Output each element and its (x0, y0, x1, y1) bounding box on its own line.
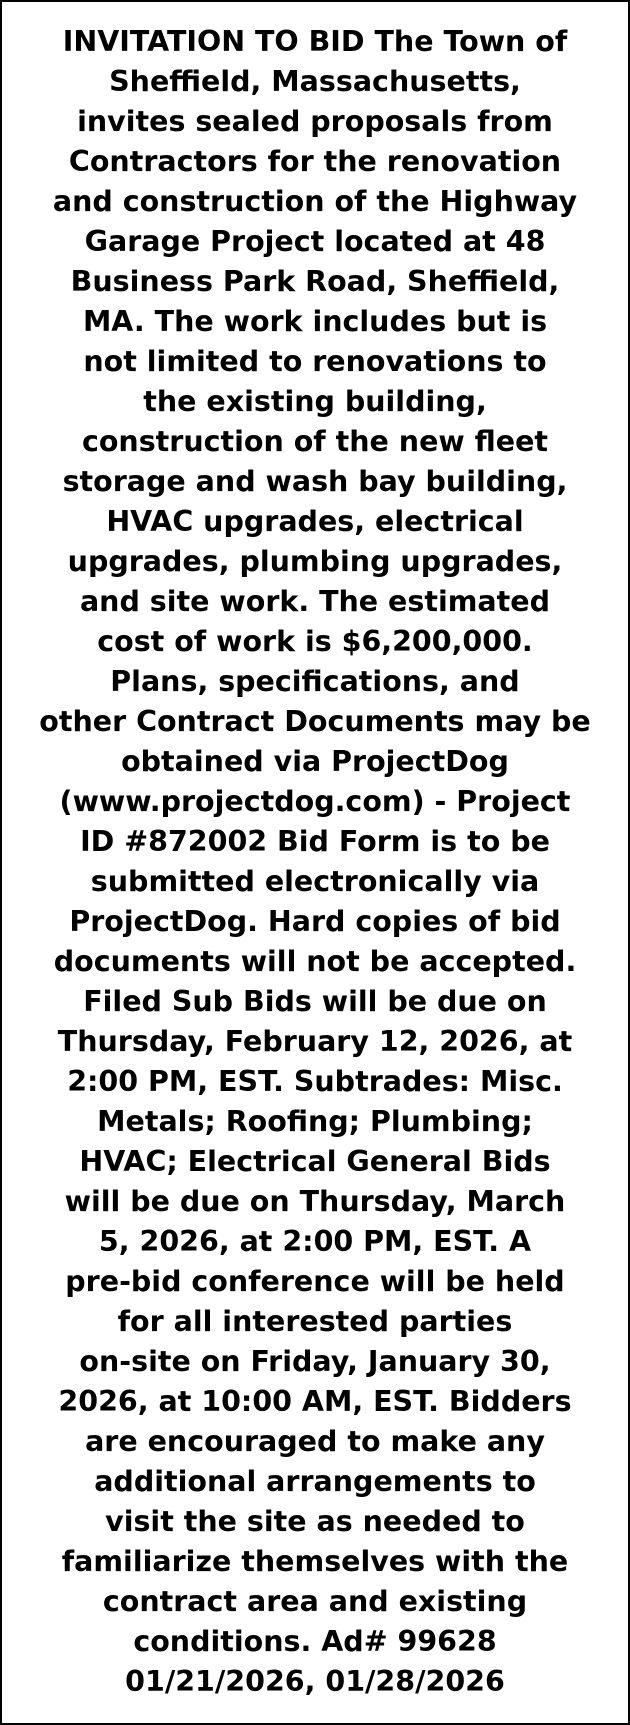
ad-line: will be due on Thursday, March (64, 1185, 566, 1218)
ad-line: additional arrangements to (94, 1465, 536, 1498)
ad-line: (www.projectdog.com) - Project (59, 785, 571, 818)
ad-line: are encouraged to make any (85, 1425, 545, 1458)
ad-line: HVAC; Electrical General Bids (79, 1145, 551, 1178)
ad-line: the existing building, (143, 385, 487, 418)
ad-line: construction of the new fleet (81, 425, 549, 458)
ad-body-text (24, 22, 606, 1702)
ad-line: Plans, specifications, and (110, 665, 520, 698)
ad-line: 2:00 PM, EST. Subtrades: Misc. (67, 1065, 563, 1098)
ad-line: 5, 2026, at 2:00 PM, EST. A (98, 1225, 532, 1258)
ad-line: obtained via ProjectDog (121, 745, 509, 778)
ad-line: invites sealed proposals from (77, 105, 553, 138)
ad-line: storage and wash bay building, (62, 465, 568, 498)
ad-line: visit the site as needed to (105, 1505, 525, 1538)
ad-line: INVITATION TO BID The Town of (62, 25, 568, 58)
ad-line: Business Park Road, Sheffield, (70, 265, 560, 298)
ad-line: on-site on Friday, January 30, (79, 1345, 551, 1378)
ad-line: other Contract Documents may be (39, 705, 591, 738)
ad-line: submitted electronically via (90, 865, 540, 898)
ad-line: and site work. The estimated (79, 585, 551, 618)
ad-line: Contractors for the renovation (68, 145, 562, 178)
ad-line: ProjectDog. Hard copies of bid (69, 905, 561, 938)
ad-line: 01/21/2026, 01/28/2026 (125, 1665, 505, 1698)
ad-line: not limited to renovations to (83, 345, 547, 378)
ad-line: Metals; Roofing; Plumbing; (97, 1105, 533, 1138)
ad-line: Garage Project located at 48 (84, 225, 546, 258)
ad-line: HVAC upgrades, electrical (106, 505, 524, 538)
ad-line: contract area and existing (102, 1585, 528, 1618)
ad-line: Filed Sub Bids will be due on (83, 985, 547, 1018)
ad-line: documents will not be accepted. (53, 945, 577, 978)
ad-line: upgrades, plumbing upgrades, (67, 545, 563, 578)
ad-line: 2026, at 10:00 AM, EST. Bidders (58, 1385, 572, 1418)
ad-line: Sheffield, Massachusetts, (109, 65, 521, 98)
ad-line: MA. The work includes but is (82, 305, 548, 338)
ad-line: familiarize themselves with the (61, 1545, 569, 1578)
ad-line: for all interested parties (117, 1305, 513, 1338)
ad-line: pre-bid conference will be held (65, 1265, 565, 1298)
ad-line: ID #872002 Bid Form is to be (80, 825, 550, 858)
ad-line: and construction of the Highway (52, 185, 578, 218)
ad-line: cost of work is $6,200,000. (97, 625, 533, 658)
ad-line: Thursday, February 12, 2026, at (57, 1025, 573, 1058)
ad-line: conditions. Ad# 99628 (133, 1625, 497, 1658)
